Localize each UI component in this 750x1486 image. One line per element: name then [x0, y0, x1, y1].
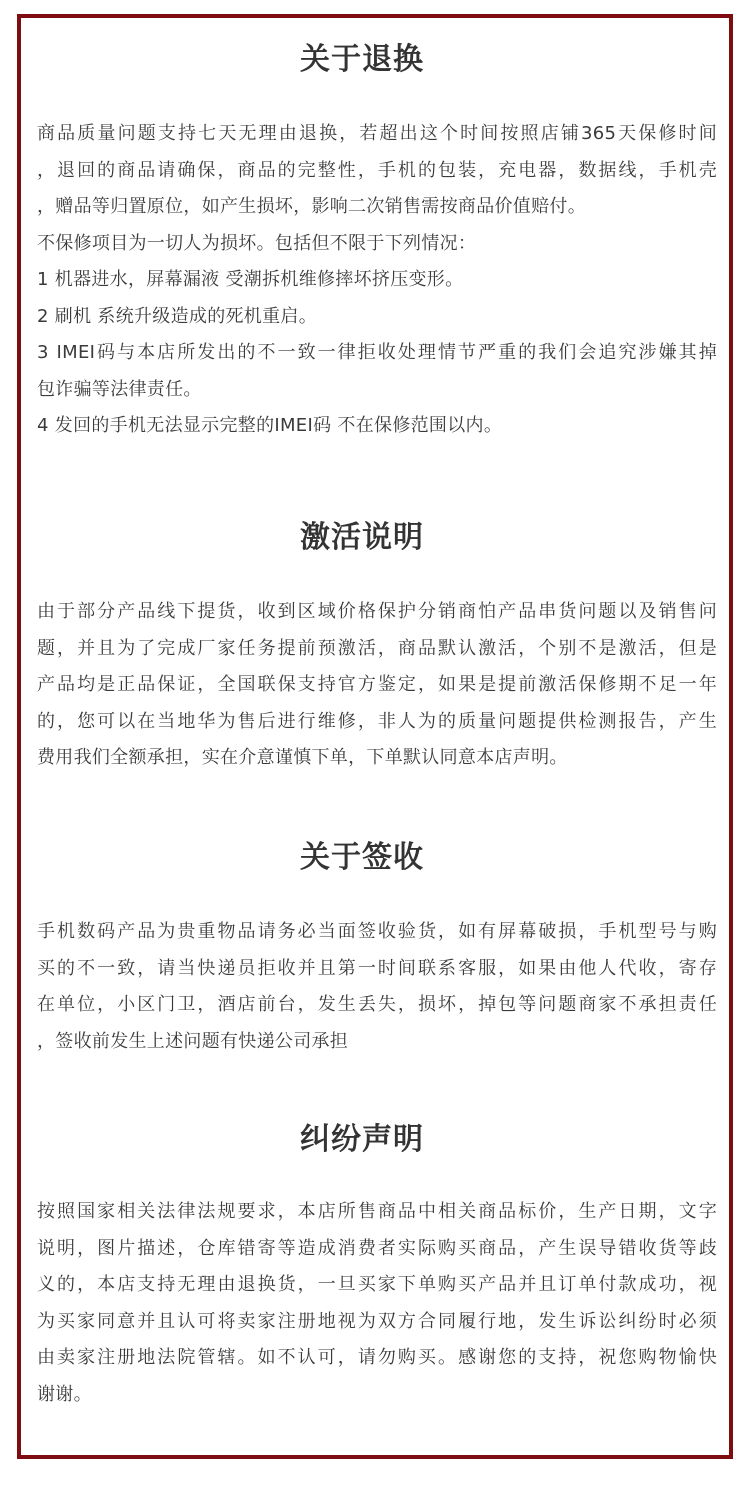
- text-line: 谢谢。: [37, 1383, 92, 1405]
- text-line: 买的不一致，请当快递员拒收并且第一时间联系客服，如果由他人代收，寄存: [37, 957, 717, 979]
- text-line: 产品均是正品保证，全国联保支持官方鉴定，如果是提前激活保修期不足一年: [37, 674, 717, 695]
- dispute-paragraph: [37, 1194, 717, 1413]
- text-line: 题，并且为了完成厂家任务提前预激活，商品默认激活，个别不是激活，但是: [37, 637, 717, 659]
- text-line: 不保修项目为一切人为损坏。包括但不限于下列情况：: [37, 232, 477, 254]
- text-line: 义的，本店支持无理由退换货，一旦买家下单购买产品并且订单付款成功，视: [37, 1274, 717, 1295]
- returns-paragraph: [37, 116, 717, 445]
- section-returns-body: [37, 116, 717, 445]
- section-title-returns: 关于退换: [300, 42, 424, 77]
- text-line: 说明，图片描述，仓库错寄等造成消费者实际购买商品，产生误导错收货等歧: [37, 1237, 717, 1259]
- section-activation-body: [37, 594, 717, 777]
- text-line: 为买家同意并且认可将卖家注册地视为双方合同履行地，发生诉讼纠纷时必须: [37, 1310, 717, 1332]
- text-line: 3 IMEI码与本店所发出的不一致一律拒收处理情节严重的我们会追究涉嫌其掉: [37, 342, 717, 363]
- text-line: 4 发回的手机无法显示完整的IMEI码 不在保修范围以内。: [37, 415, 503, 436]
- activation-paragraph: [37, 594, 717, 777]
- text-line: 包诈骗等法律责任。: [37, 378, 202, 400]
- section-dispute-body: [37, 1194, 717, 1413]
- text-line: 费用我们全额承担，实在介意谨慎下单，下单默认同意本店声明。: [37, 747, 568, 768]
- text-line: 的，您可以在当地华为售后进行维修，非人为的质量问题提供检测报告，产生: [37, 710, 717, 732]
- text-line: ，退回的商品请确保，商品的完整性，手机的包装，充电器，数据线，手机壳: [37, 159, 717, 181]
- section-title-dispute: 纠纷声明: [300, 1122, 424, 1157]
- section-returns: [17, 40, 707, 80]
- section-title-delivery: 关于签收: [300, 840, 424, 875]
- text-line: 在单位，小区门卫，酒店前台，发生丢失，损坏，掉包等问题商家不承担责任: [37, 994, 717, 1015]
- text-line: ，赠品等归置原位，如产生损坏，影响二次销售需按商品价值赔付。: [37, 196, 586, 217]
- text-line: 按照国家相关法律法规要求，本店所售商品中相关商品标价，生产日期，文字: [37, 1201, 717, 1222]
- text-line: 手机数码产品为贵重物品请务必当面签收验货，如有屏幕破损，手机型号与购: [37, 921, 717, 942]
- section-delivery-body: [37, 914, 717, 1060]
- section-title-activation: 激活说明: [300, 520, 424, 555]
- text-line: 1 机器进水，屏幕漏液 受潮拆机维修摔坏挤压变形。: [37, 269, 464, 290]
- section-delivery: [17, 838, 707, 878]
- text-line: 由于部分产品线下提货，收到区域价格保护分销商怕产品串货问题以及销售问: [37, 601, 717, 622]
- section-dispute: [17, 1120, 707, 1160]
- text-line: 商品质量问题支持七天无理由退换，若超出这个时间按照店铺365天保修时间: [37, 123, 717, 144]
- text-line: 由卖家注册地法院管辖。如不认可，请勿购买。感谢您的支持，祝您购物愉快: [37, 1347, 717, 1368]
- delivery-paragraph: [37, 914, 717, 1060]
- text-line: 2 刷机 系统升级造成的死机重启。: [37, 305, 317, 327]
- text-line: ，签收前发生上述问题有快递公司承担: [37, 1030, 349, 1052]
- section-activation: [17, 518, 707, 558]
